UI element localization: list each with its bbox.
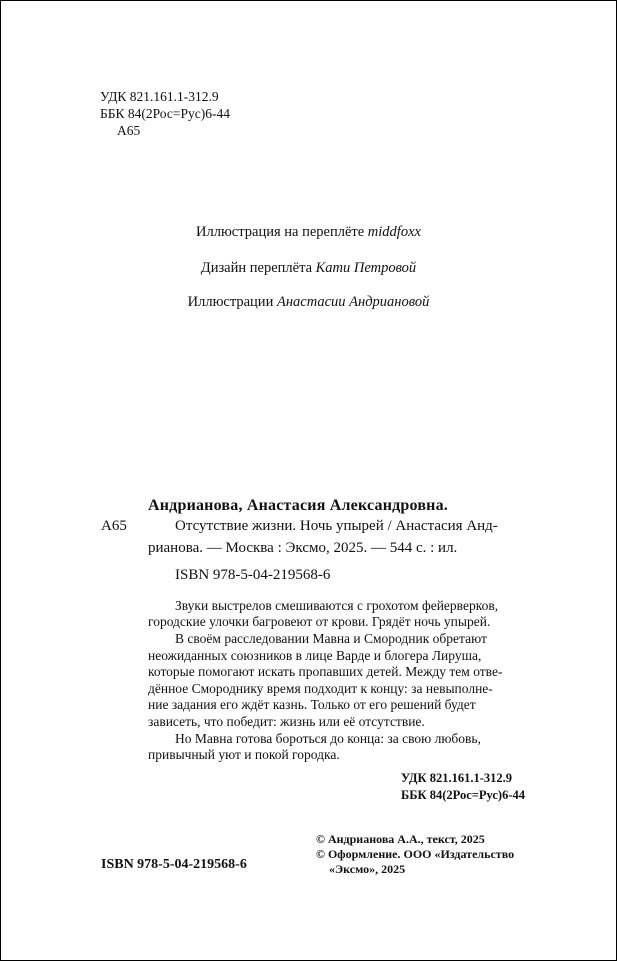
header-udk: УДК 821.161.1-312.9 bbox=[100, 89, 219, 104]
credit-cover-design-name: Кати Петровой bbox=[315, 260, 417, 276]
annotation-p2-line-6: зависеть, что победит: жизнь или её отсутствие. bbox=[148, 714, 425, 729]
annotation-p2-line-5: ние задания его ждёт казнь. Только от его решений будет bbox=[148, 697, 476, 712]
credit-illustrations bbox=[0, 294, 617, 311]
header-author-mark: А65 bbox=[117, 123, 141, 138]
copyright-text: © Андрианова А.А., текст, 2025 bbox=[316, 832, 485, 846]
classification-bbk: ББК 84(2Рос=Рус)6-44 bbox=[401, 788, 525, 802]
credit-cover-illustration-label: Иллюстрация на переплёте bbox=[196, 224, 365, 240]
bib-author-mark: А65 bbox=[101, 518, 127, 534]
copyright-design-line-2: «Эксмо», 2025 bbox=[329, 862, 406, 876]
annotation-p3-line-1: Но Мавна готова бороться до конца: за свою любовь, bbox=[175, 731, 481, 746]
bib-description-line-2: рианова. — Москва : Эксмо, 2025. — 544 с. : ил. bbox=[148, 540, 458, 556]
annotation-p2-line-2: неожиданных союзников в лице Варде и блогера Лируша, bbox=[148, 648, 482, 663]
annotation-p3-line-2: привычный уют и покой городка. bbox=[148, 747, 340, 762]
footer-isbn: ISBN 978-5-04-219568-6 bbox=[101, 857, 247, 872]
credit-cover-design-label: Дизайн переплёта bbox=[200, 260, 313, 276]
classification-udk: УДК 821.161.1-312.9 bbox=[401, 771, 512, 785]
bib-isbn: ISBN 978-5-04-219568-6 bbox=[175, 567, 331, 583]
annotation-p1-line-2: городские улочки багровеют от крови. Грядёт ночь упырей. bbox=[148, 614, 491, 629]
annotation-p2-line-3: которые помогают искать пропавших детей. Между тем отве- bbox=[148, 664, 503, 679]
bib-author: Андрианова, Анастасия Александровна. bbox=[148, 497, 448, 514]
credit-cover-illustration-name: middfoxx bbox=[367, 224, 421, 240]
credit-cover-illustration bbox=[0, 224, 617, 241]
annotation-p2-line-4: дённое Смороднику время подходит к концу: за невыполне- bbox=[148, 681, 493, 696]
credit-illustrations-label: Иллюстрации bbox=[187, 294, 274, 310]
credit-cover-design bbox=[0, 260, 617, 277]
annotation-p1-line-1: Звуки выстрелов смешиваются с грохотом фейерверков, bbox=[175, 598, 499, 613]
credit-illustrations-name: Анастасии Андриановой bbox=[276, 294, 430, 310]
copyright-design-line-1: © Оформление. ООО «Издательство bbox=[316, 847, 515, 861]
annotation-p2-line-1: В своём расследовании Мавна и Смородник обретают bbox=[175, 631, 487, 646]
header-bbk: ББК 84(2Рос=Рус)6-44 bbox=[100, 106, 230, 121]
bib-description-line-1: Отсутствие жизни. Ночь упырей / Анастасия Анд- bbox=[175, 518, 498, 534]
